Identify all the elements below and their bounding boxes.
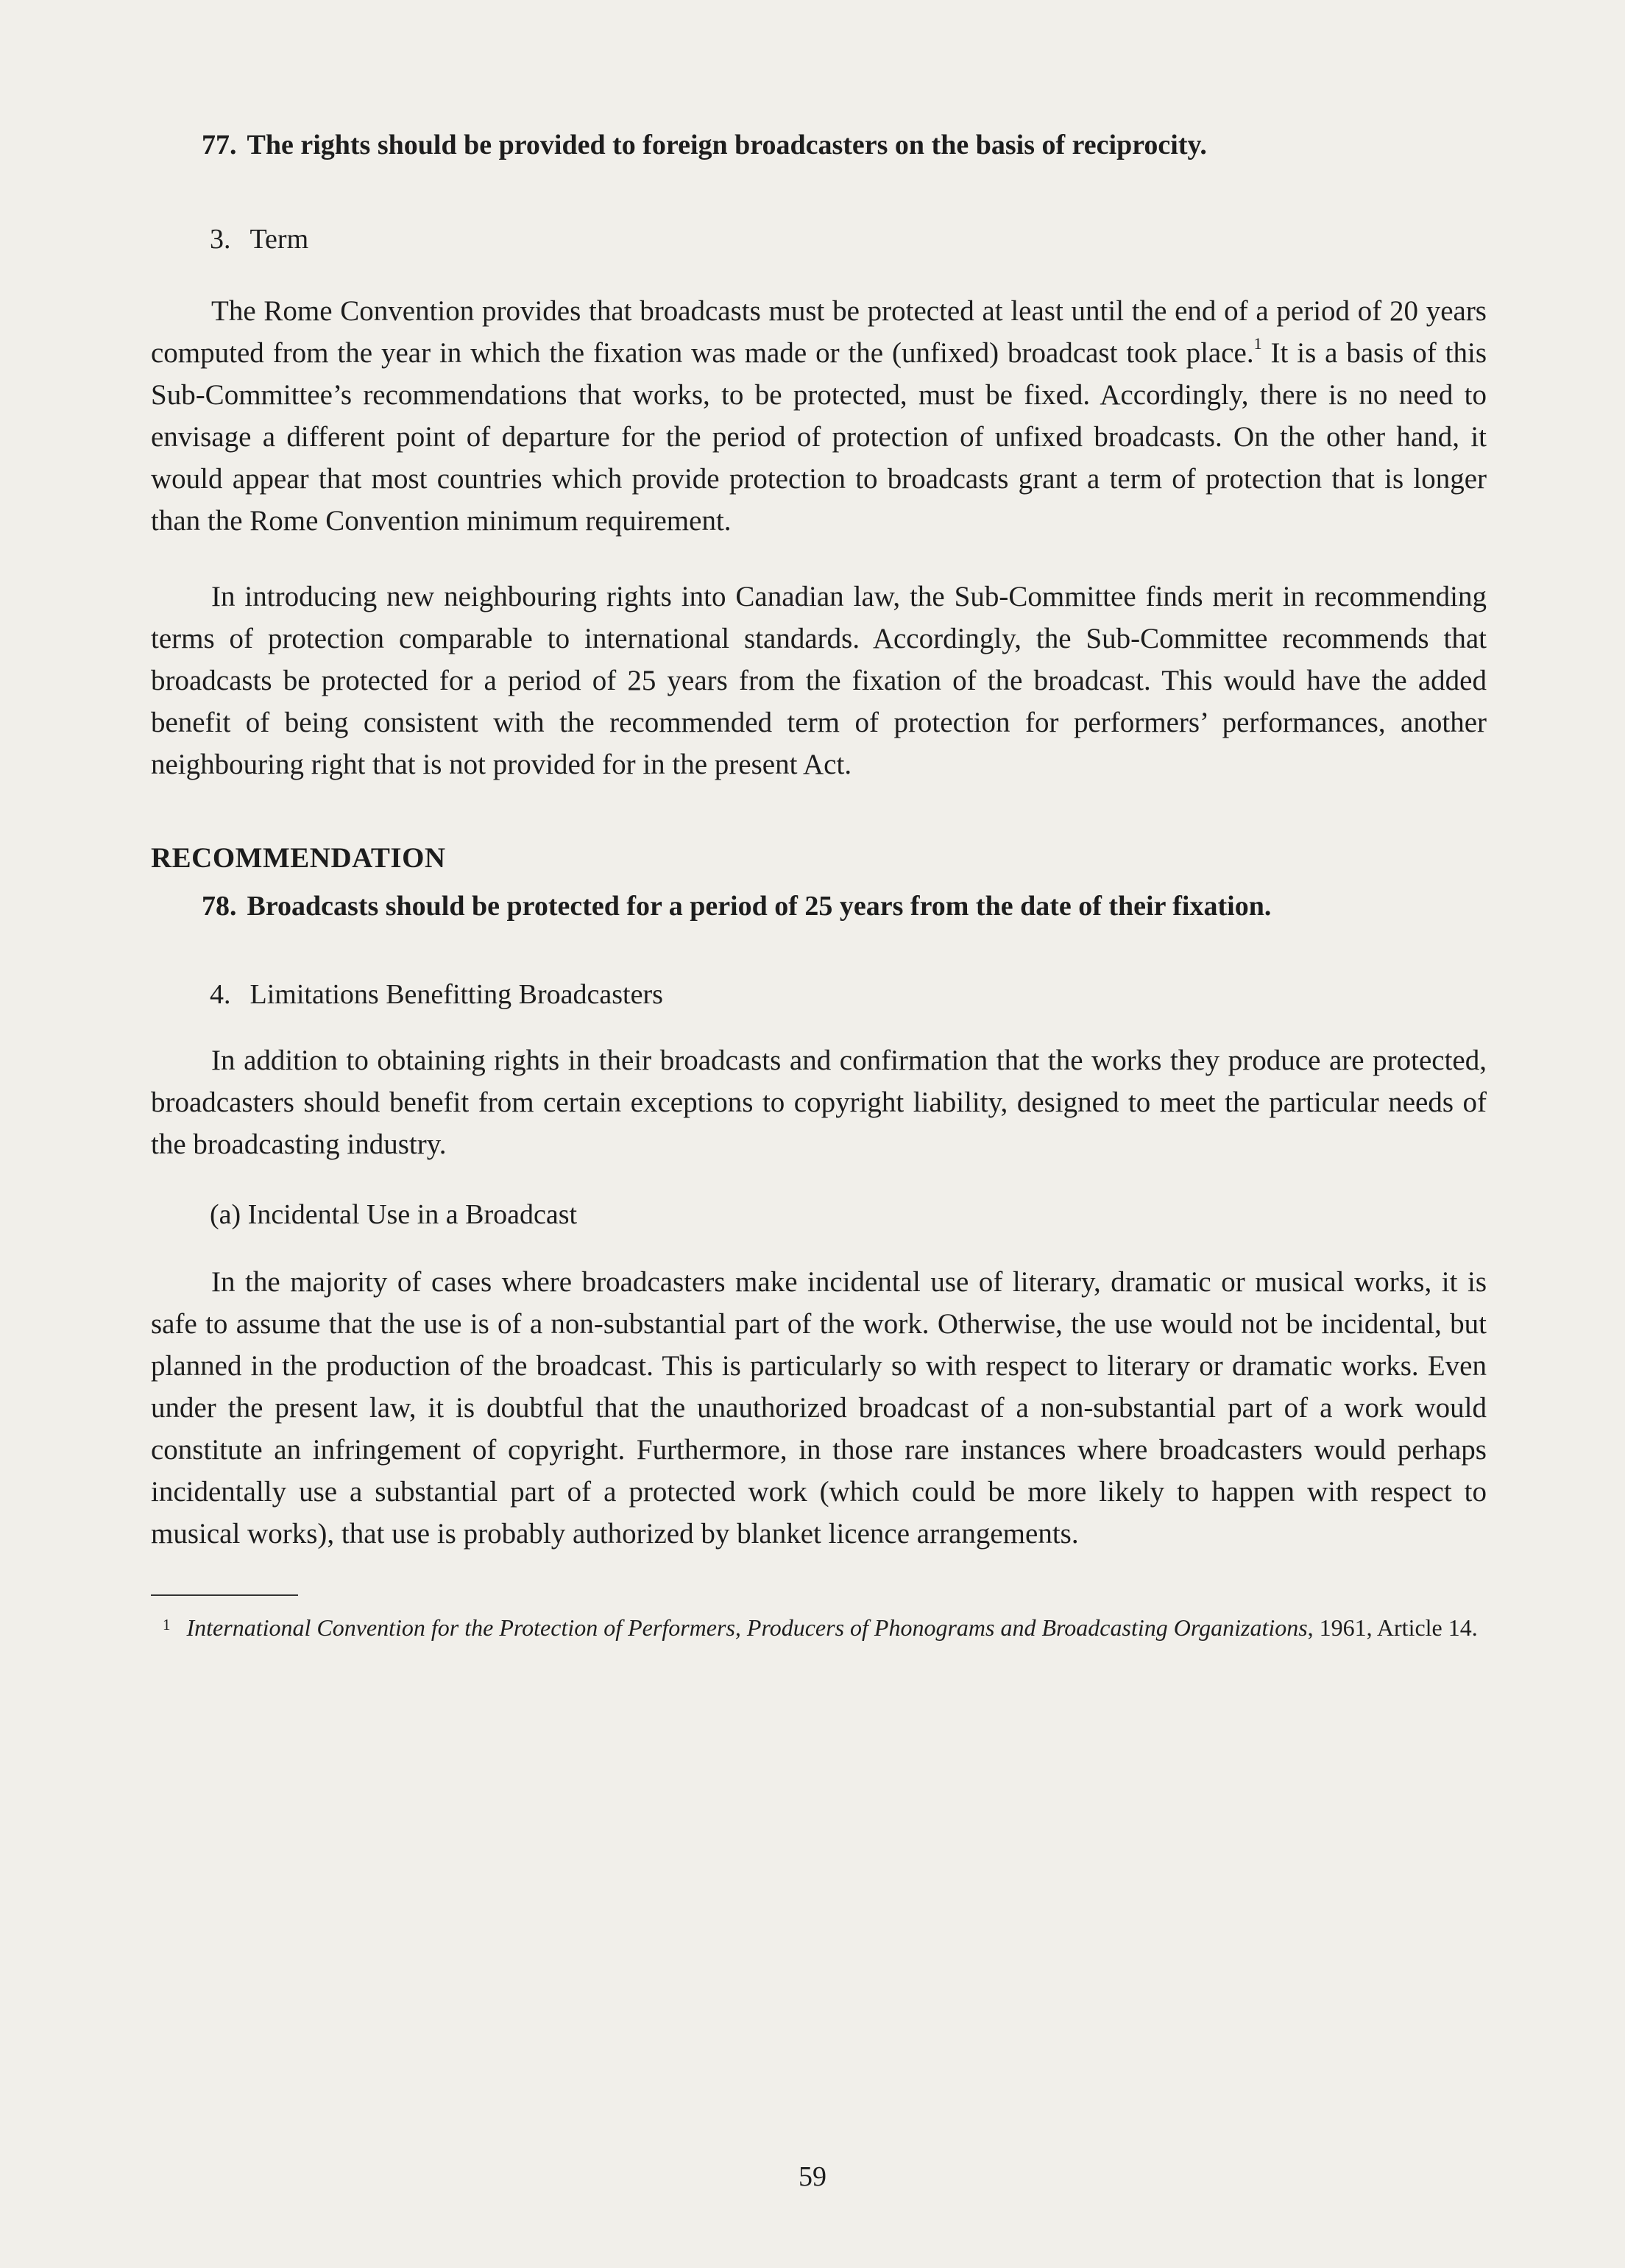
subsection-heading-incidental-use: (a) Incidental Use in a Broadcast [210, 1199, 578, 1230]
term-paragraph-1 [151, 290, 1487, 542]
recommendation-78 [151, 886, 1487, 926]
paragraph-text: The Rome Convention provides that broadcasts must be protected at least until the end of a period of 20 years computed from the year in which the fixation was made or the (unfixed) broadcast took place. [151, 295, 1487, 369]
section-number: 4. [210, 979, 231, 1010]
recommendation-number: 78. [202, 891, 237, 922]
recommendation-number: 77. [202, 130, 237, 160]
recommendation-77 [151, 125, 1487, 165]
section-heading-term [151, 219, 1487, 259]
footnote-mark: 1 [163, 1616, 171, 1633]
paragraph-text: It is a basis of this Sub-Committee’s recommendations that works, to be protected, must be fixed. Accordingly, there is no need to envisage a different point of departure for the period of protection of unfixed broadcasts. On the other hand, it would appear that most countries which provide protection to broadcasts grant a term of protection that is longer than the Rome Convention minimum requirement. [151, 337, 1487, 537]
footnote-citation: , 1961, Article 14. [1307, 1614, 1478, 1641]
footnote-divider [151, 1594, 298, 1596]
incidental-use-paragraph: In the majority of cases where broadcasters make incidental use of literary, dramatic or musical works, it is safe to assume that the use is of a non-substantial part of the work. Otherwise, the use would not be incidental, but planned in the production of the broadcast. This is particularly so with respect to literary or dramatic works. Even under the present law, it is doubtful that the unauthorized broadcast of a non-substantial part of a work would constitute an infringement of copyright. Furthermore, in those rare instances where broadcasters would perhaps incidentally use a substantial part of a protected work (which could be more likely to happen with respect to musical works), that use is probably authorized by blanket licence arrangements. [151, 1266, 1487, 1550]
page-number: 59 [799, 2161, 826, 2192]
recommendation-text: Broadcasts should be protected for a period of 25 years from the date of their fixation. [247, 891, 1272, 922]
section-title: Limitations Benefitting Broadcasters [249, 979, 663, 1010]
footnote-reference: 1 [1253, 334, 1262, 353]
page-body [151, 125, 1487, 1645]
limitations-paragraph: In addition to obtaining rights in their broadcasts and confirmation that the works they produce are protected, broadcasters should benefit from certain exceptions to copyright liability, designed to meet the particular needs of the broadcasting industry. [151, 1045, 1487, 1160]
footnote [151, 1611, 1487, 1645]
recommendation-heading: RECOMMENDATION [151, 842, 446, 874]
section-title: Term [249, 224, 309, 255]
footnote-title: International Convention for the Protection of Performers, Producers of Phonograms and Broadcasting Organizations [186, 1614, 1308, 1641]
recommendation-text: The rights should be provided to foreign broadcasters on the basis of reciprocity. [247, 130, 1207, 160]
section-heading-limitations [151, 975, 1487, 1014]
term-paragraph-2: In introducing new neighbouring rights into Canadian law, the Sub-Committee finds merit in recommending terms of protection comparable to international standards. Accordingly, the Sub-Committee recommends that broadcasts be protected for a period of 25 years from the fixation of the broadcast. This would have the added benefit of being consistent with the recommended term of protection for performers’ performances, another neighbouring right that is not provided for in the present Act. [151, 581, 1487, 780]
section-number: 3. [210, 224, 231, 255]
